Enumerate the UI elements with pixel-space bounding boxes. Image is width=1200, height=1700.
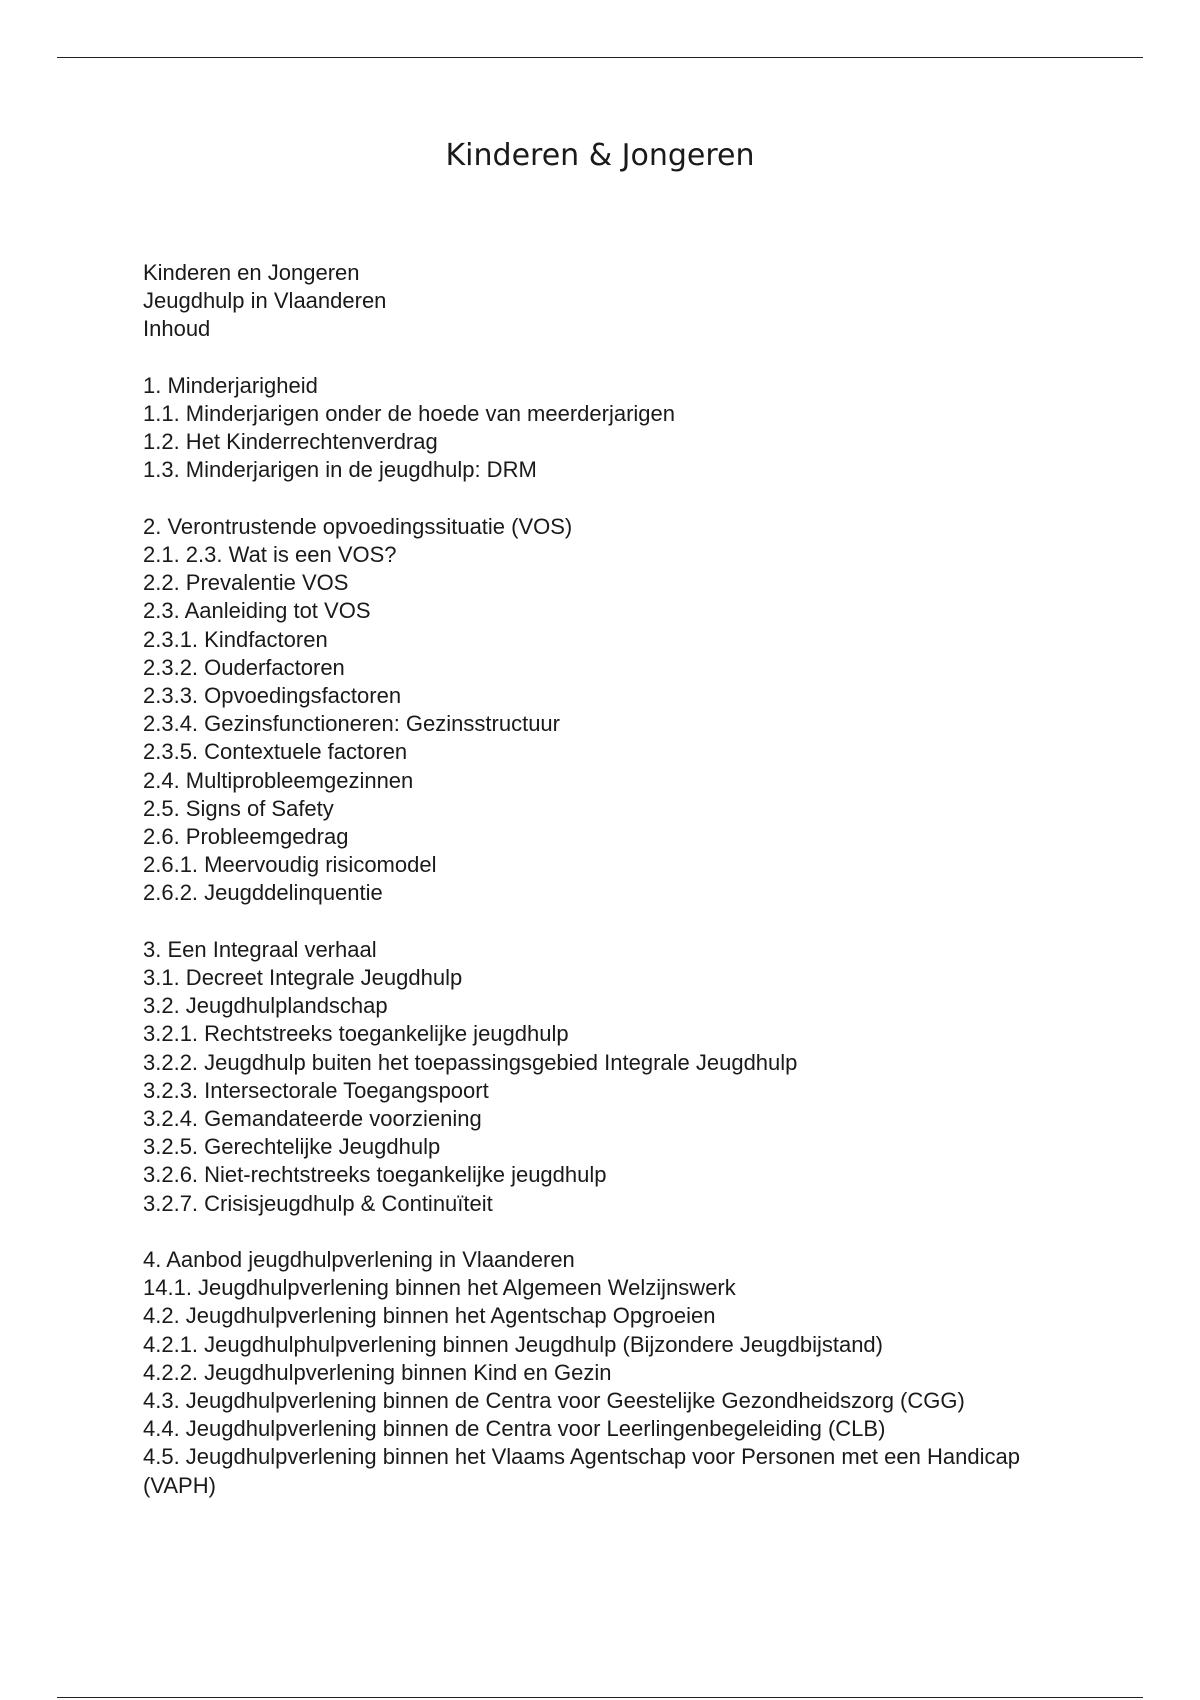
toc-item: 2.3.2. Ouderfactoren [143, 654, 345, 680]
toc-item: 2.3.5. Contextuele factoren [143, 739, 408, 765]
toc-item: 4.2. Jeugdhulpverlening binnen het Agentschap Opgroeien [143, 1303, 716, 1329]
toc-item: 2.6.2. Jeugddelinquentie [143, 880, 383, 906]
toc-item: 1.3. Minderjarigen in de jeugdhulp: DRM [143, 457, 537, 483]
toc-item: 3.2.7. Crisisjeugdhulp & Continuïteit [143, 1190, 493, 1216]
document-title: Kinderen & Jongeren [445, 138, 755, 173]
toc-item: 4.5. Jeugdhulpverlening binnen het Vlaams Agentschap voor Personen met een Handicap (VAPH) [143, 1444, 1020, 1498]
top-rule [57, 57, 1143, 58]
intro-line: Jeugdhulp in Vlaanderen [143, 288, 387, 314]
intro-line: Kinderen en Jongeren [143, 260, 360, 285]
toc-item: 3.2. Jeugdhulplandschap [143, 993, 388, 1019]
toc-section [143, 372, 1043, 485]
toc-item: 3.2.1. Rechtstreeks toegankelijke jeugdhulp [143, 1021, 569, 1047]
toc-item: 2.2. Prevalentie VOS [143, 570, 349, 596]
bottom-rule [57, 1697, 1143, 1698]
toc-item: 3.2.6. Niet-rechtstreeks toegankelijke jeugdhulp [143, 1162, 607, 1188]
toc-item: 2.3.4. Gezinsfunctioneren: Gezinsstructuur [143, 711, 560, 737]
toc-item: 1.2. Het Kinderrechtenverdrag [143, 429, 438, 455]
toc-item: 3.1. Decreet Integrale Jeugdhulp [143, 965, 463, 991]
toc-chapter-heading: 2. Verontrustende opvoedingssituatie (VOS) [143, 513, 573, 539]
toc-section [143, 1246, 1043, 1500]
toc-item: 2.4. Multiprobleemgezinnen [143, 767, 414, 793]
toc-item: 4.2.2. Jeugdhulpverlening binnen Kind en Gezin [143, 1359, 612, 1385]
toc-item: 2.3.3. Opvoedingsfactoren [143, 683, 402, 709]
document-body [143, 259, 1043, 1500]
toc-item: 2.6. Probleemgedrag [143, 824, 349, 850]
toc-item: 3.2.4. Gemandateerde voorziening [143, 1106, 482, 1132]
toc-section [143, 513, 1043, 908]
toc-chapter-heading: 4. Aanbod jeugdhulpverlening in Vlaanderen [143, 1247, 575, 1273]
toc-chapter-heading: 3. Een Integraal verhaal [143, 936, 377, 962]
toc-item: 2.5. Signs of Safety [143, 795, 334, 821]
toc-item: 4.3. Jeugdhulpverlening binnen de Centra voor Geestelijke Gezondheidszorg (CGG) [143, 1388, 965, 1414]
toc-item: 4.2.1. Jeugdhulphulpverlening binnen Jeugdhulp (Bijzondere Jeugdbijstand) [143, 1331, 883, 1357]
toc-item: 14.1. Jeugdhulpverlening binnen het Algemeen Welzijnswerk [143, 1275, 736, 1301]
toc-item: 3.2.3. Intersectorale Toegangspoort [143, 1077, 489, 1103]
intro-block [143, 259, 1043, 344]
toc-item: 2.6.1. Meervoudig risicomodel [143, 852, 437, 878]
toc-item: 3.2.5. Gerechtelijke Jeugdhulp [143, 1134, 441, 1160]
table-of-contents [143, 372, 1043, 1500]
toc-item: 2.1. 2.3. Wat is een VOS? [143, 542, 397, 567]
toc-item: 2.3. Aanleiding tot VOS [143, 598, 371, 624]
toc-item: 4.4. Jeugdhulpverlening binnen de Centra voor Leerlingenbegeleiding (CLB) [143, 1416, 886, 1442]
toc-section [143, 936, 1043, 1218]
intro-line: Inhoud [143, 316, 211, 342]
toc-item: 1.1. Minderjarigen onder de hoede van meerderjarigen [143, 401, 676, 426]
toc-item: 2.3.1. Kindfactoren [143, 626, 328, 652]
toc-chapter-heading: 1. Minderjarigheid [143, 372, 318, 398]
toc-item: 3.2.2. Jeugdhulp buiten het toepassingsgebied Integrale Jeugdhulp [143, 1049, 798, 1075]
